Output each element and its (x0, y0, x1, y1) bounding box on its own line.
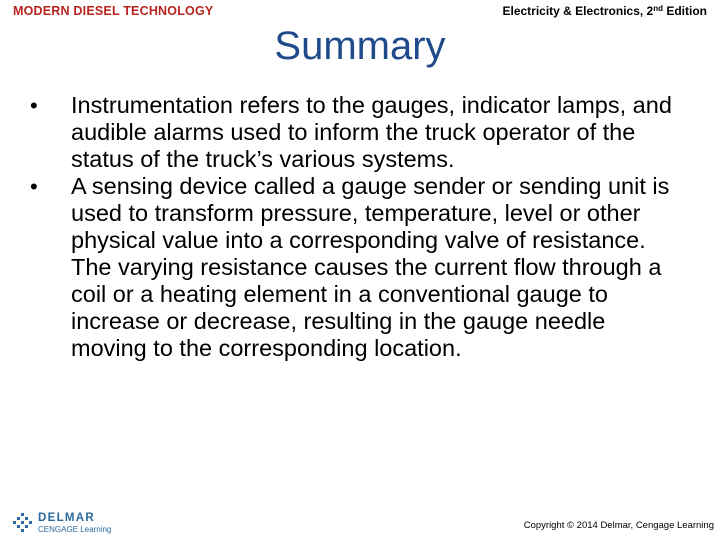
bullet-text: Instrumentation refers to the gauges, indicator lamps, and audible alarms used to inform the truck operator of the status of the truck’s various systems. (71, 92, 672, 172)
edition-suffix: nd (653, 4, 663, 13)
bullet-text: A sensing device called a gauge sender or sending unit is used to transform pressure, temperature, level or other physical value into a corresponding valve of resistance. The varying resistance causes the current flow through a coil or a heating element in a conventional gauge to increase or decrease, resulting in the gauge needle moving to the corresponding location. (71, 173, 670, 361)
delmar-logo-icon (11, 512, 33, 534)
book-title (502, 4, 707, 18)
slide-title: Summary (274, 24, 446, 68)
series-title: MODERN DIESEL TECHNOLOGY (13, 4, 214, 18)
logo-subtitle: CENGAGE Learning (38, 525, 112, 534)
bullet-item (26, 173, 686, 362)
book-title-end: Edition (663, 4, 707, 18)
bullet-item (26, 92, 686, 173)
bullet-list (26, 92, 686, 362)
bullet-icon: • (30, 174, 38, 199)
copyright-notice: Copyright © 2014 Delmar, Cengage Learning (523, 520, 714, 531)
book-title-main: Electricity & Electronics, 2 (502, 4, 654, 18)
bullet-icon: • (30, 93, 38, 118)
logo-wordmark: DELMAR (38, 512, 95, 524)
delmar-logo (11, 510, 121, 536)
